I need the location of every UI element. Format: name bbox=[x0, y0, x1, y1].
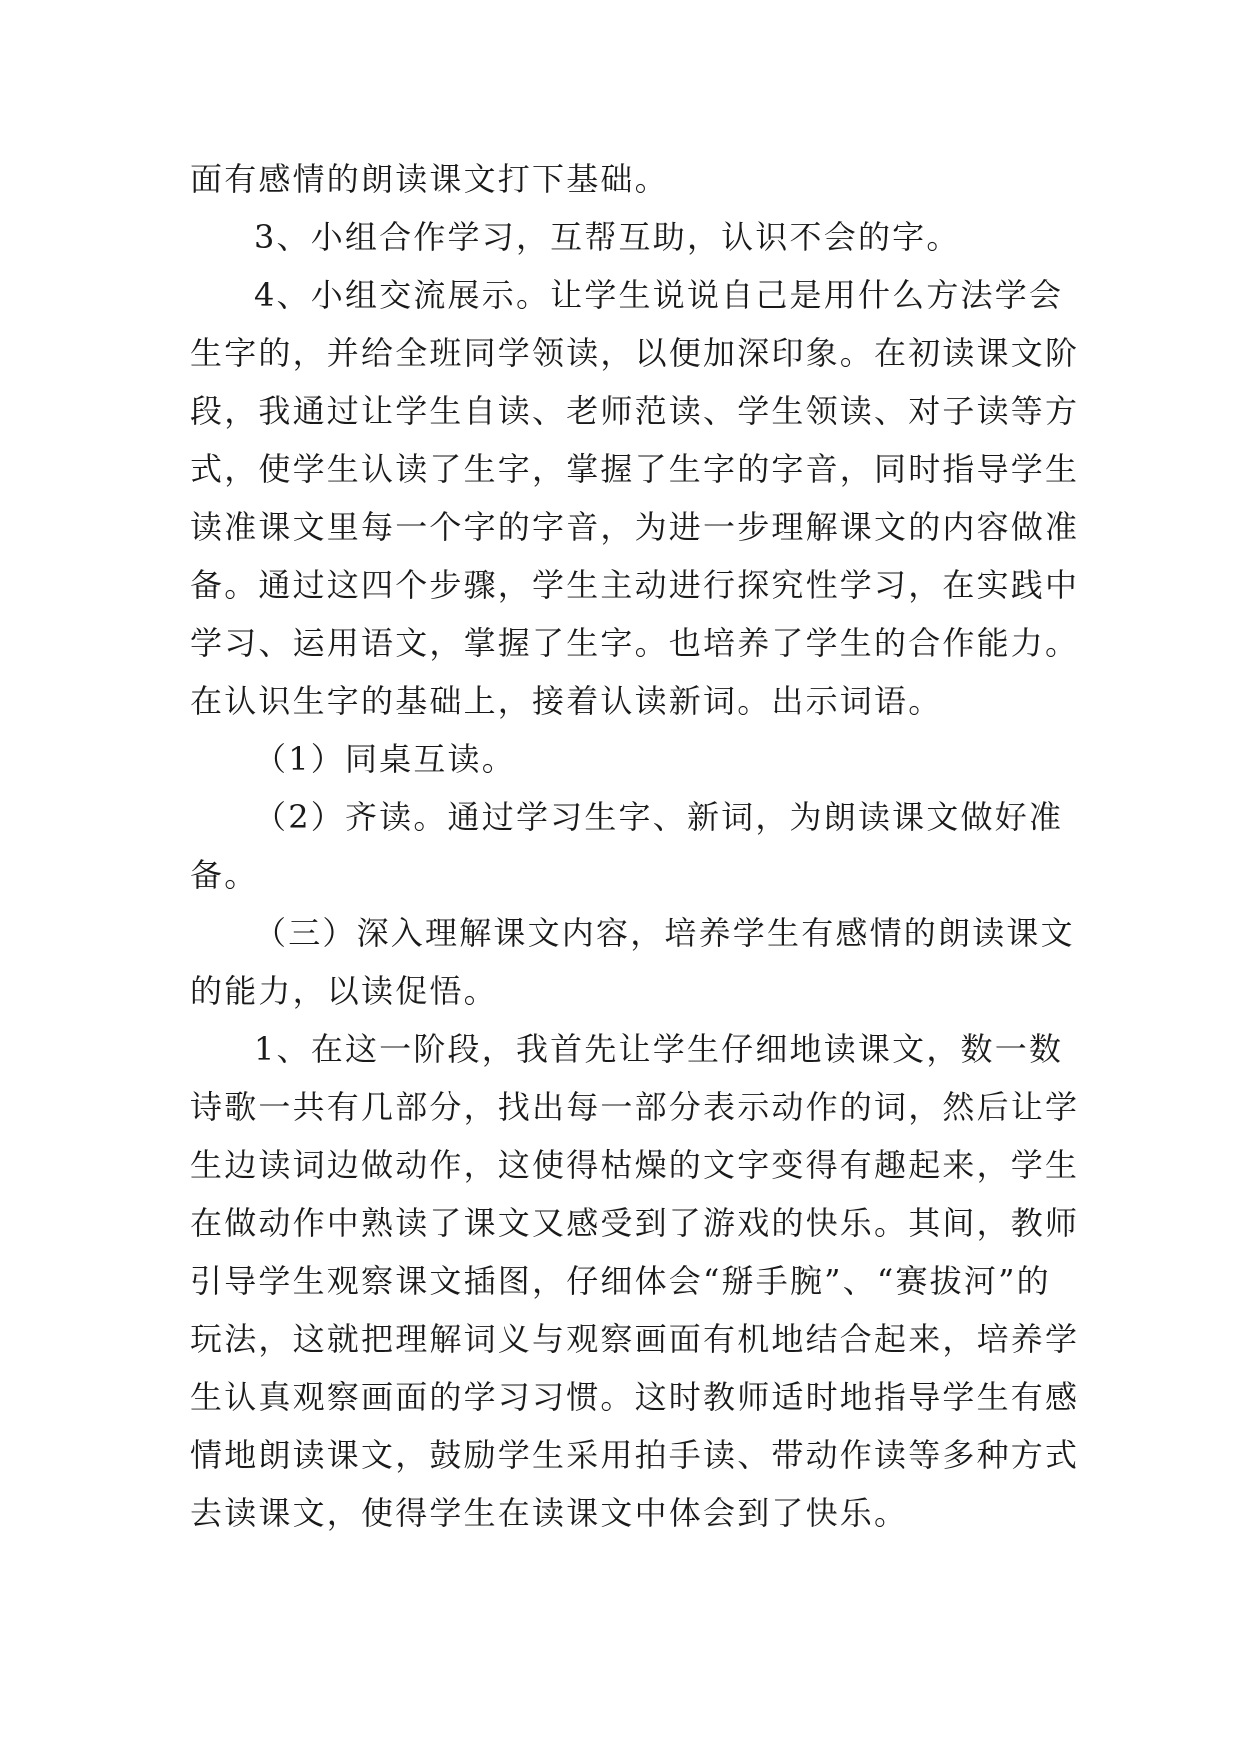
text-line: 面有感情的朗读课文打下基础。 bbox=[190, 160, 669, 198]
text-line: 备。 bbox=[190, 856, 259, 894]
text-line: 生边读词边做动作，这使得枯燥的文字变得有趣起来，学生 bbox=[190, 1146, 1080, 1184]
text-line: 学习、运用语文，掌握了生字。也培养了学生的合作能力。 bbox=[190, 624, 1080, 662]
text-line: 4、小组交流展示。让学生说说自己是用什么方法学会 bbox=[254, 276, 1064, 314]
text-line: 玩法，这就把理解词义与观察画面有机地结合起来，培养学 bbox=[190, 1320, 1080, 1358]
text-line: 生字的，并给全班同学领读，以便加深印象。在初读课文阶 bbox=[190, 334, 1080, 372]
text-line: （三）深入理解课文内容，培养学生有感情的朗读课文 bbox=[254, 914, 1075, 952]
text-line: 在做动作中熟读了课文又感受到了游戏的快乐。其间，教师 bbox=[190, 1204, 1080, 1242]
text-line: （2）齐读。通过学习生字、新词，为朗读课文做好准 bbox=[254, 798, 1064, 836]
text-line: 备。通过这四个步骤，学生主动进行探究性学习，在实践中 bbox=[190, 566, 1080, 604]
document-body bbox=[190, 150, 1080, 1542]
text-line: （1）同桌互读。 bbox=[254, 740, 516, 778]
text-line: 诗歌一共有几部分，找出每一部分表示动作的词，然后让学 bbox=[190, 1088, 1080, 1126]
text-line: 3、小组合作学习，互帮互助，认识不会的字。 bbox=[254, 218, 961, 256]
text-line: 的能力，以读促悟。 bbox=[190, 972, 498, 1010]
text-line: 1、在这一阶段，我首先让学生仔细地读课文，数一数 bbox=[254, 1030, 1064, 1068]
text-line: 去读课文，使得学生在读课文中体会到了快乐。 bbox=[190, 1494, 909, 1532]
text-line: 引导学生观察课文插图，仔细体会“掰手腕”、“赛拔河”的 bbox=[190, 1262, 1051, 1300]
text-line: 情地朗读课文，鼓励学生采用拍手读、带动作读等多种方式 bbox=[190, 1436, 1080, 1474]
text-line: 段，我通过让学生自读、老师范读、学生领读、对子读等方 bbox=[190, 392, 1080, 430]
text-line: 在认识生字的基础上，接着认读新词。出示词语。 bbox=[190, 682, 943, 720]
text-line: 读准课文里每一个字的字音，为进一步理解课文的内容做准 bbox=[190, 508, 1080, 546]
text-line: 生认真观察画面的学习习惯。这时教师适时地指导学生有感 bbox=[190, 1378, 1080, 1416]
text-line: 式，使学生认读了生字，掌握了生字的字音，同时指导学生 bbox=[190, 450, 1080, 488]
